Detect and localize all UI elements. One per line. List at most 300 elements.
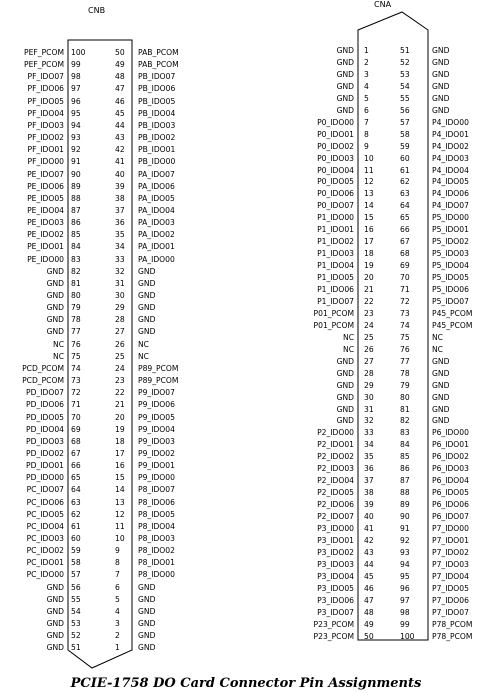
cna-pin-row — [0, 236, 492, 248]
right-signal: P4_IDO07 — [432, 201, 469, 211]
right-pin-number: 1 — [115, 643, 120, 653]
right-signal: PB_IDO06 — [138, 84, 176, 94]
cna-title: CNA — [374, 0, 392, 9]
right-signal: P9_IDO07 — [138, 388, 175, 398]
right-signal: P6_IDO04 — [432, 476, 469, 486]
right-signal: P7_IDO00 — [432, 524, 469, 533]
right-signal: PB_IDO05 — [138, 96, 176, 106]
left-pin-number: 7 — [364, 117, 369, 127]
right-pin-number: 63 — [400, 189, 410, 199]
left-signal: P0_IDO05 — [317, 177, 354, 187]
left-signal: PD_IDO02 — [26, 448, 64, 458]
right-pin-number: 100 — [400, 631, 415, 641]
left-pin-number: 30 — [364, 392, 374, 402]
right-pin-number: 58 — [400, 129, 410, 139]
cna-pin-row — [0, 475, 492, 487]
right-pin-number: 57 — [400, 117, 410, 127]
cna-pin-row — [0, 272, 492, 284]
right-signal: PB_IDO04 — [138, 108, 176, 118]
left-signal: GND — [336, 392, 354, 402]
left-signal: P3_IDO00 — [317, 524, 354, 533]
left-signal: PC_IDO04 — [26, 521, 64, 531]
right-signal: GND — [432, 404, 450, 414]
left-signal: PF_IDO01 — [27, 145, 64, 155]
right-signal: PA_IDO04 — [138, 205, 175, 215]
right-pin-number: 65 — [400, 213, 410, 223]
right-pin-number: 72 — [400, 296, 410, 306]
right-pin-number: 62 — [400, 177, 410, 187]
left-pin-number: 88 — [71, 193, 81, 203]
left-signal: PD_IDO03 — [26, 436, 64, 446]
left-signal: P0_IDO06 — [317, 189, 354, 199]
right-pin-number: 16 — [115, 461, 125, 471]
left-signal: PC_IDO05 — [26, 509, 64, 519]
cna-pin-row — [0, 57, 492, 69]
left-pin-number: 49 — [364, 619, 374, 629]
left-pin-number: 35 — [364, 452, 374, 462]
left-signal: GND — [336, 57, 354, 67]
right-signal: P8_IDO02 — [138, 546, 175, 556]
right-pin-number: 71 — [400, 285, 410, 294]
left-pin-number: 38 — [364, 488, 374, 498]
left-signal: PE_IDO01 — [27, 242, 64, 252]
cna-pin-row — [0, 224, 492, 236]
left-pin-number: 98 — [71, 72, 81, 82]
right-pin-number: 56 — [400, 105, 410, 115]
left-pin-number: 59 — [71, 546, 81, 556]
right-pin-number: 11 — [115, 521, 125, 531]
left-signal: P2_IDO00 — [317, 428, 354, 438]
cna-pin-row — [0, 631, 492, 643]
left-signal: PF_IDO03 — [27, 120, 64, 130]
right-pin-number: 38 — [115, 193, 125, 203]
left-pin-number: 9 — [364, 141, 369, 151]
left-pin-number: 29 — [364, 380, 374, 390]
left-pin-number: 73 — [71, 376, 81, 386]
right-pin-number: 34 — [115, 242, 125, 252]
left-pin-number: 2 — [364, 57, 369, 67]
left-pin-number: 93 — [71, 133, 81, 143]
right-pin-number: 64 — [400, 201, 410, 211]
left-signal: P3_IDO06 — [317, 595, 354, 605]
right-pin-number: 3 — [115, 619, 120, 629]
right-signal: P8_IDO05 — [138, 509, 175, 519]
left-signal: PD_IDO04 — [26, 424, 64, 434]
right-pin-number: 6 — [115, 582, 120, 592]
left-signal: P01_PCOM — [313, 320, 354, 330]
right-pin-number: 73 — [400, 308, 410, 318]
cna-pin-row — [0, 296, 492, 308]
cna-pin-row — [0, 487, 492, 499]
cna-pin-row — [0, 200, 492, 212]
right-pin-number: 12 — [115, 509, 125, 519]
left-pin-number: 16 — [364, 225, 374, 235]
left-pin-number: 40 — [364, 512, 374, 522]
left-pin-number: 58 — [71, 558, 81, 568]
right-signal: PB_IDO03 — [138, 120, 176, 130]
left-pin-number: 60 — [71, 534, 81, 543]
left-pin-number: 33 — [364, 428, 374, 438]
right-signal: P6_IDO05 — [432, 488, 469, 498]
left-signal: PCD_PCOM — [22, 363, 64, 373]
right-pin-number: 50 — [115, 48, 125, 57]
left-pin-number: 13 — [364, 189, 374, 199]
cna-pin-row — [0, 176, 492, 188]
left-signal: GND — [336, 356, 354, 366]
left-signal: P3_IDO01 — [317, 535, 354, 545]
cna-pin-row — [0, 392, 492, 404]
left-signal: P1_IDO01 — [317, 225, 354, 235]
left-pin-number: 39 — [364, 500, 374, 510]
right-pin-number: 81 — [400, 404, 410, 414]
left-pin-number: 24 — [364, 320, 374, 330]
right-pin-number: 54 — [400, 81, 410, 91]
right-signal: PB_IDO01 — [138, 145, 176, 155]
right-signal: P7_IDO07 — [432, 607, 469, 617]
right-signal: P4_IDO04 — [432, 165, 469, 175]
right-pin-number: 8 — [115, 558, 120, 568]
right-pin-number: 19 — [115, 424, 125, 434]
left-signal: GND — [46, 606, 64, 616]
left-signal: P0_IDO02 — [317, 141, 354, 151]
left-pin-number: 72 — [71, 388, 81, 398]
left-pin-number: 65 — [71, 473, 81, 483]
right-pin-number: 37 — [115, 205, 125, 215]
right-pin-number: 75 — [400, 332, 410, 342]
right-signal: NC — [432, 332, 443, 342]
cna-pin-row — [0, 619, 492, 631]
right-signal: P5_IDO04 — [432, 261, 469, 271]
cna-pin-row — [0, 439, 492, 451]
right-pin-number: 17 — [115, 448, 125, 458]
left-pin-number: 41 — [364, 524, 374, 533]
right-signal: PA_IDO05 — [138, 193, 175, 203]
left-signal: PD_IDO01 — [26, 461, 64, 471]
left-pin-number: 54 — [71, 606, 81, 616]
right-pin-number: 23 — [115, 376, 125, 386]
right-pin-number: 85 — [400, 452, 410, 462]
left-signal: GND — [336, 93, 354, 103]
right-pin-number: 55 — [400, 93, 410, 103]
left-signal: GND — [46, 631, 64, 641]
left-signal: NC — [343, 332, 354, 342]
left-pin-number: 6 — [364, 105, 369, 115]
left-pin-number: 61 — [71, 521, 81, 531]
right-pin-number: 40 — [115, 169, 125, 179]
right-pin-number: 79 — [400, 380, 410, 390]
left-pin-number: 25 — [364, 332, 374, 342]
left-pin-number: 18 — [364, 249, 374, 259]
left-pin-number: 68 — [71, 436, 81, 446]
right-signal: P8_IDO04 — [138, 521, 175, 531]
right-signal: P8_IDO00 — [138, 570, 175, 580]
cna-pin-row — [0, 499, 492, 511]
left-signal: GND — [46, 291, 64, 300]
left-signal: PC_IDO06 — [26, 497, 64, 507]
left-signal: NC — [53, 339, 64, 349]
cna-pin-row — [0, 129, 492, 141]
left-signal: P0_IDO07 — [317, 201, 354, 211]
right-signal: P6_IDO02 — [432, 452, 469, 462]
right-signal: P4_IDO01 — [432, 129, 469, 139]
cna-pin-row — [0, 248, 492, 260]
right-pin-number: 70 — [400, 273, 410, 283]
left-pin-number: 42 — [364, 535, 374, 545]
left-pin-number: 37 — [364, 476, 374, 486]
left-pin-number: 83 — [71, 254, 81, 264]
left-signal: P2_IDO01 — [317, 440, 354, 450]
right-pin-number: 74 — [400, 320, 410, 330]
left-pin-number: 51 — [71, 643, 81, 653]
right-pin-number: 51 — [400, 46, 410, 55]
left-signal: P3_IDO03 — [317, 559, 354, 569]
left-signal: PCD_PCOM — [22, 376, 64, 386]
left-pin-number: 75 — [71, 351, 81, 361]
left-pin-number: 66 — [71, 461, 81, 471]
cna-pin-row — [0, 81, 492, 93]
right-pin-number: 59 — [400, 141, 410, 151]
left-signal: PEF_PCOM — [24, 60, 64, 70]
right-signal: GND — [138, 594, 156, 604]
left-pin-number: 3 — [364, 69, 369, 79]
left-signal: P2_IDO05 — [317, 488, 354, 498]
left-signal: GND — [336, 416, 354, 426]
cna-pin-row — [0, 559, 492, 571]
right-signal: PA_IDO03 — [138, 218, 175, 228]
right-signal: GND — [138, 643, 156, 653]
left-signal: P3_IDO07 — [317, 607, 354, 617]
left-pin-number: 27 — [364, 356, 374, 366]
left-pin-number: 45 — [364, 571, 374, 581]
right-pin-number: 78 — [400, 368, 410, 378]
right-signal: P4_IDO02 — [432, 141, 469, 151]
left-signal: GND — [336, 81, 354, 91]
left-pin-number: 43 — [364, 547, 374, 557]
right-signal: PAB_PCOM — [138, 48, 179, 57]
right-signal: GND — [138, 291, 156, 300]
left-pin-number: 26 — [364, 344, 374, 354]
cna-pin-row — [0, 571, 492, 583]
left-pin-number: 20 — [364, 273, 374, 283]
left-pin-number: 17 — [364, 237, 374, 247]
left-pin-number: 71 — [71, 400, 81, 410]
left-pin-number: 97 — [71, 84, 81, 94]
right-pin-number: 31 — [115, 278, 125, 288]
right-signal: GND — [432, 105, 450, 115]
left-signal: P2_IDO04 — [317, 476, 354, 486]
left-signal: P0_IDO03 — [317, 153, 354, 163]
left-pin-number: 46 — [364, 583, 374, 593]
right-pin-number: 53 — [400, 69, 410, 79]
left-pin-number: 81 — [71, 278, 81, 288]
left-signal: PD_IDO05 — [26, 412, 64, 422]
left-signal: PF_IDO02 — [27, 133, 64, 143]
right-signal: P9_IDO03 — [138, 436, 175, 446]
left-pin-number: 80 — [71, 291, 81, 300]
left-signal: PC_IDO01 — [26, 558, 64, 568]
left-signal: P23_PCOM — [313, 631, 354, 641]
left-pin-number: 8 — [364, 129, 369, 139]
right-signal: GND — [432, 368, 450, 378]
left-pin-number: 84 — [71, 242, 81, 252]
right-pin-number: 32 — [115, 266, 125, 276]
right-signal: P5_IDO06 — [432, 285, 469, 294]
left-signal: P1_IDO07 — [317, 296, 354, 306]
left-signal: P1_IDO00 — [317, 213, 354, 223]
cna-pin-row — [0, 547, 492, 559]
left-signal: PE_IDO02 — [27, 230, 64, 240]
right-pin-number: 94 — [400, 559, 410, 569]
left-signal: P2_IDO07 — [317, 512, 354, 522]
right-pin-number: 77 — [400, 356, 410, 366]
right-signal: P5_IDO05 — [432, 273, 469, 283]
left-pin-number: 15 — [364, 213, 374, 223]
cna-pin-row — [0, 45, 492, 57]
cna-pin-row — [0, 583, 492, 595]
right-pin-number: 42 — [115, 145, 125, 155]
right-signal: GND — [432, 416, 450, 426]
left-signal: PF_IDO04 — [27, 108, 64, 118]
right-signal: P7_IDO06 — [432, 595, 469, 605]
left-signal: GND — [336, 368, 354, 378]
right-pin-number: 15 — [115, 473, 125, 483]
left-pin-number: 31 — [364, 404, 374, 414]
right-pin-number: 68 — [400, 249, 410, 259]
right-pin-number: 7 — [115, 570, 120, 580]
right-pin-number: 21 — [115, 400, 125, 410]
right-signal: GND — [138, 266, 156, 276]
cna-pin-row — [0, 105, 492, 117]
right-pin-number: 33 — [115, 254, 125, 264]
right-pin-number: 95 — [400, 571, 410, 581]
left-pin-number: 28 — [364, 368, 374, 378]
left-pin-number: 76 — [71, 339, 81, 349]
right-signal: GND — [432, 46, 450, 55]
right-pin-number: 67 — [400, 237, 410, 247]
right-signal: P9_IDO01 — [138, 461, 175, 471]
right-signal: GND — [432, 356, 450, 366]
left-pin-number: 10 — [364, 153, 374, 163]
cna-pin-row — [0, 117, 492, 129]
right-pin-number: 89 — [400, 500, 410, 510]
left-pin-number: 14 — [364, 201, 374, 211]
right-signal: GND — [138, 631, 156, 641]
left-signal: GND — [46, 594, 64, 604]
cna-pin-row — [0, 212, 492, 224]
right-pin-number: 69 — [400, 261, 410, 271]
right-signal: P6_IDO03 — [432, 464, 469, 474]
right-signal: NC — [432, 344, 443, 354]
left-signal: P2_IDO02 — [317, 452, 354, 462]
right-signal: P4_IDO05 — [432, 177, 469, 187]
left-pin-number: 82 — [71, 266, 81, 276]
right-pin-number: 97 — [400, 595, 410, 605]
right-signal: P89_PCOM — [138, 376, 179, 386]
right-pin-number: 93 — [400, 547, 410, 557]
left-signal: P2_IDO06 — [317, 500, 354, 510]
left-signal: GND — [46, 582, 64, 592]
left-pin-number: 69 — [71, 424, 81, 434]
left-signal: P0_IDO04 — [317, 165, 354, 175]
left-pin-number: 5 — [364, 93, 369, 103]
left-signal: PE_IDO07 — [27, 169, 64, 179]
left-signal: P0_IDO00 — [317, 117, 354, 127]
right-signal: PA_IDO06 — [138, 181, 175, 191]
right-pin-number: 41 — [115, 157, 125, 167]
right-signal: P45_PCOM — [432, 308, 473, 318]
right-pin-number: 52 — [400, 57, 410, 67]
left-signal: PE_IDO05 — [27, 193, 64, 203]
right-signal: P7_IDO03 — [432, 559, 469, 569]
left-pin-number: 44 — [364, 559, 374, 569]
cnb-title: CNB — [88, 6, 106, 15]
right-pin-number: 20 — [115, 412, 125, 422]
right-signal: P6_IDO07 — [432, 512, 469, 522]
left-signal: P3_IDO04 — [317, 571, 354, 581]
right-signal: P9_IDO06 — [138, 400, 175, 410]
cna-pin-row — [0, 141, 492, 153]
left-signal: PF_IDO06 — [27, 84, 64, 94]
left-signal: PC_IDO00 — [26, 570, 64, 580]
right-signal: P6_IDO01 — [432, 440, 469, 450]
right-pin-number: 5 — [115, 594, 120, 604]
left-pin-number: 92 — [71, 145, 81, 155]
right-signal: GND — [138, 315, 156, 325]
left-signal: GND — [336, 69, 354, 79]
cna-pin-row — [0, 284, 492, 296]
left-pin-number: 19 — [364, 261, 374, 271]
right-signal: P8_IDO06 — [138, 497, 175, 507]
left-signal: PC_IDO03 — [26, 534, 64, 543]
right-pin-number: 44 — [115, 120, 125, 130]
left-signal: PC_IDO02 — [26, 546, 64, 556]
right-signal: GND — [138, 278, 156, 288]
left-pin-number: 32 — [364, 416, 374, 426]
left-pin-number: 12 — [364, 177, 374, 187]
right-pin-number: 82 — [400, 416, 410, 426]
left-signal: NC — [343, 344, 354, 354]
left-pin-number: 74 — [71, 363, 81, 373]
right-signal: P9_IDO02 — [138, 448, 175, 458]
left-pin-number: 99 — [71, 60, 81, 70]
right-pin-number: 22 — [115, 388, 125, 398]
right-pin-number: 45 — [115, 108, 125, 118]
right-signal: P78_PCOM — [432, 619, 473, 629]
cnb-pin-row — [0, 642, 492, 654]
left-signal: P1_IDO02 — [317, 237, 354, 247]
left-signal: P1_IDO04 — [317, 261, 354, 271]
right-signal: P5_IDO00 — [432, 213, 469, 223]
left-signal: PD_IDO07 — [26, 388, 64, 398]
right-pin-number: 90 — [400, 512, 410, 522]
right-signal: NC — [138, 339, 149, 349]
right-pin-number: 4 — [115, 606, 120, 616]
left-pin-number: 52 — [71, 631, 81, 641]
right-signal: PA_IDO00 — [138, 254, 175, 264]
right-signal: P7_IDO02 — [432, 547, 469, 557]
left-pin-number: 50 — [364, 631, 374, 641]
right-signal: P9_IDO05 — [138, 412, 175, 422]
left-signal: GND — [336, 105, 354, 115]
cna-pin-row — [0, 427, 492, 439]
right-pin-number: 39 — [115, 181, 125, 191]
left-pin-number: 53 — [71, 619, 81, 629]
right-signal: PB_IDO00 — [138, 157, 176, 167]
right-pin-number: 61 — [400, 165, 410, 175]
left-signal: P0_IDO01 — [317, 129, 354, 139]
left-signal: GND — [46, 266, 64, 276]
right-pin-number: 83 — [400, 428, 410, 438]
